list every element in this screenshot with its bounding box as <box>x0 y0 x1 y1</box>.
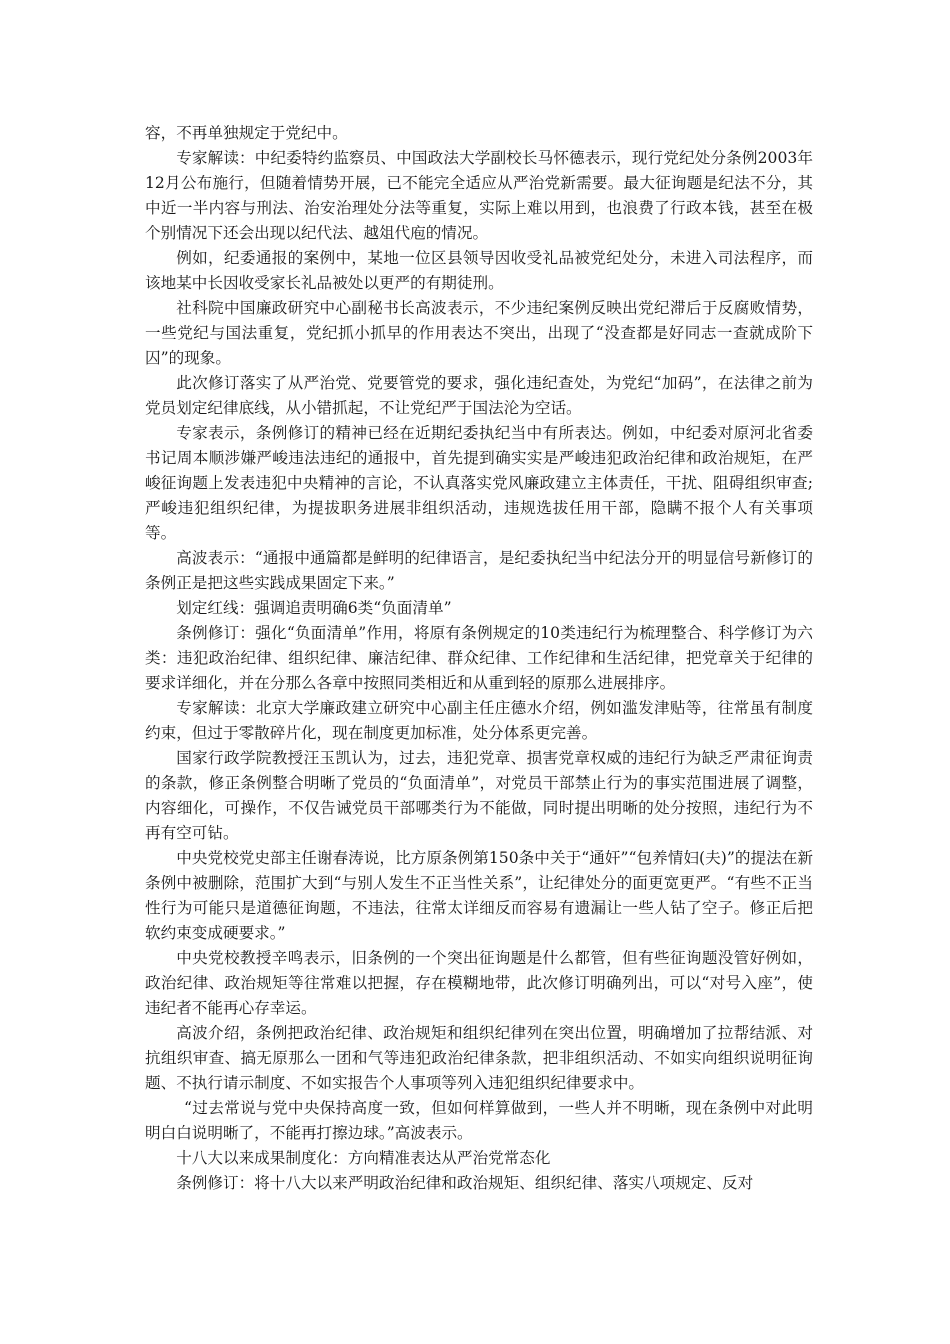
paragraph-gao-bo-1: 社科院中国廉政研究中心副秘书长高波表示，不少违纪案例反映出党纪滞后于反腐败情势，一些党纪与国法重复，党纪抓小抓早的作用表达不突出，出现了“没查都是好同志一查就成阶下囚”的现象。 <box>145 299 813 367</box>
paragraph-gao-bo-2: 高波表示：“通报中通篇都是鲜明的纪律语言，是纪委执纪当中纪法分开的明显信号新修订的条例正是把这些实践成果固定下来。” <box>145 549 813 592</box>
paragraph-gao-bo-3: 高波介绍，条例把政治纪律、政治规矩和组织纪律列在突出位置，明确增加了拉帮结派、对抗组织审查、搞无原那么一团和气等违犯政治纪律条款，把非组织活动、不如实向组织说明征询题、不执行请示制度、不如实报告个人事项等列入违犯组织纪律要求中。 <box>145 1024 813 1092</box>
paragraph-expert-statement: 专家表示，条例修订的精神已经在近期纪委执纪当中有所表达。例如，中纪委对原河北省委书记周本顺涉嫌严峻违法违纪的通报中，首先提到确实实是严峻违犯政治纪律和政治规矩，在严峻征询题上发表违犯中央精神的言论，不认真落实党风廉政建立主体责任，干扰、阻碍组织审查;严峻违犯组织纪律，为提拔职务进展非组织活动，违规选拔任用干部，隐瞒不报个人有关事项等。 <box>145 424 813 542</box>
paragraph-revision-1: 此次修订落实了从严治党、党要管党的要求，强化违纪查处，为党纪“加码”，在法律之前为党员划定纪律底线，从小错抓起，不让党纪严于国法沦为空话。 <box>145 374 813 417</box>
paragraph-continuation: 容，不再单独规定于党纪中。 <box>145 124 348 142</box>
paragraph-expert-reading-2: 专家解读：北京大学廉政建立研究中心副主任庄德水介绍，例如滥发津贴等，往常虽有制度约束，但过于零散碎片化，现在制度更加标准，处分体系更完善。 <box>145 699 813 742</box>
section-heading-red-line: 划定红线：强调追责明确6类“负面清单” <box>176 599 452 617</box>
paragraph-xie-chuntao: 中央党校党史部主任谢春涛说，比方原条例第150条中关于“通奸”“包养情妇(夫)”的提法在新条例中被删除，范围扩大到“与别人发生不正当性关系”，让纪律处分的面更宽更严。“有些不正当性行为可能只是道德征询题，不违法，往常太详细反而容易有遗漏让一些人钻了空子。修正后把软约束变成硬要求。” <box>145 849 813 942</box>
document-page <box>145 121 813 1196</box>
paragraph-revision-3: 条例修订：将十八大以来严明政治纪律和政治规矩、组织纪律、落实八项规定、反对 <box>176 1174 754 1192</box>
paragraph-xin-ming: 中央党校教授辛鸣表示，旧条例的一个突出征询题是什么都管，但有些征询题没管好例如，政治纪律、政治规矩等往常难以把握，存在模糊地带，此次修订明确列出，可以“对号入座”，使违纪者不能再心存幸运。 <box>145 949 813 1017</box>
paragraph-example: 例如，纪委通报的案例中，某地一位区县领导因收受礼品被党纪处分，未进入司法程序，而该地某中长因收受家长礼品被处以更严的有期徒刑。 <box>145 249 813 292</box>
paragraph-gao-bo-quote: “过去常说与党中央保持高度一致，但如何样算做到，一些人并不明晰，现在条例中对此明明白白说明晰了，不能再打擦边球。”高波表示。 <box>145 1099 813 1142</box>
paragraph-revision-2: 条例修订：强化“负面清单”作用，将原有条例规定的10类违纪行为梳理整合、科学修订为六类：违犯政治纪律、组织纪律、廉洁纪律、群众纪律、工作纪律和生活纪律，把党章关于纪律的要求详细化，并在分那么各章中按照同类相近和从重到轻的原那么进展排序。 <box>145 624 813 692</box>
paragraph-wang-yukai: 国家行政学院教授汪玉凯认为，过去，违犯党章、损害党章权威的违纪行为缺乏严肃征询责的条款，修正条例整合明晰了党员的“负面清单”，对党员干部禁止行为的事实范围进展了调整，内容细化，可操作，不仅告诫党员干部哪类行为不能做，同时提出明晰的处分按照，违纪行为不再有空可钻。 <box>145 749 813 842</box>
paragraph-expert-reading-1: 专家解读：中纪委特约监察员、中国政法大学副校长马怀德表示，现行党纪处分条例2003年12月公布施行，但随着情势开展，已不能完全适应从严治党新需要。最大征询题是纪法不分，其中近一半内容与刑法、治安治理处分法等重复，实际上难以用到，也浪费了行政本钱，甚至在极个别情况下还会出现以纪代法、越俎代庖的情况。 <box>145 149 813 242</box>
section-heading-eighteenth-congress: 十八大以来成果制度化：方向精准表达从严治党常态化 <box>176 1149 551 1167</box>
